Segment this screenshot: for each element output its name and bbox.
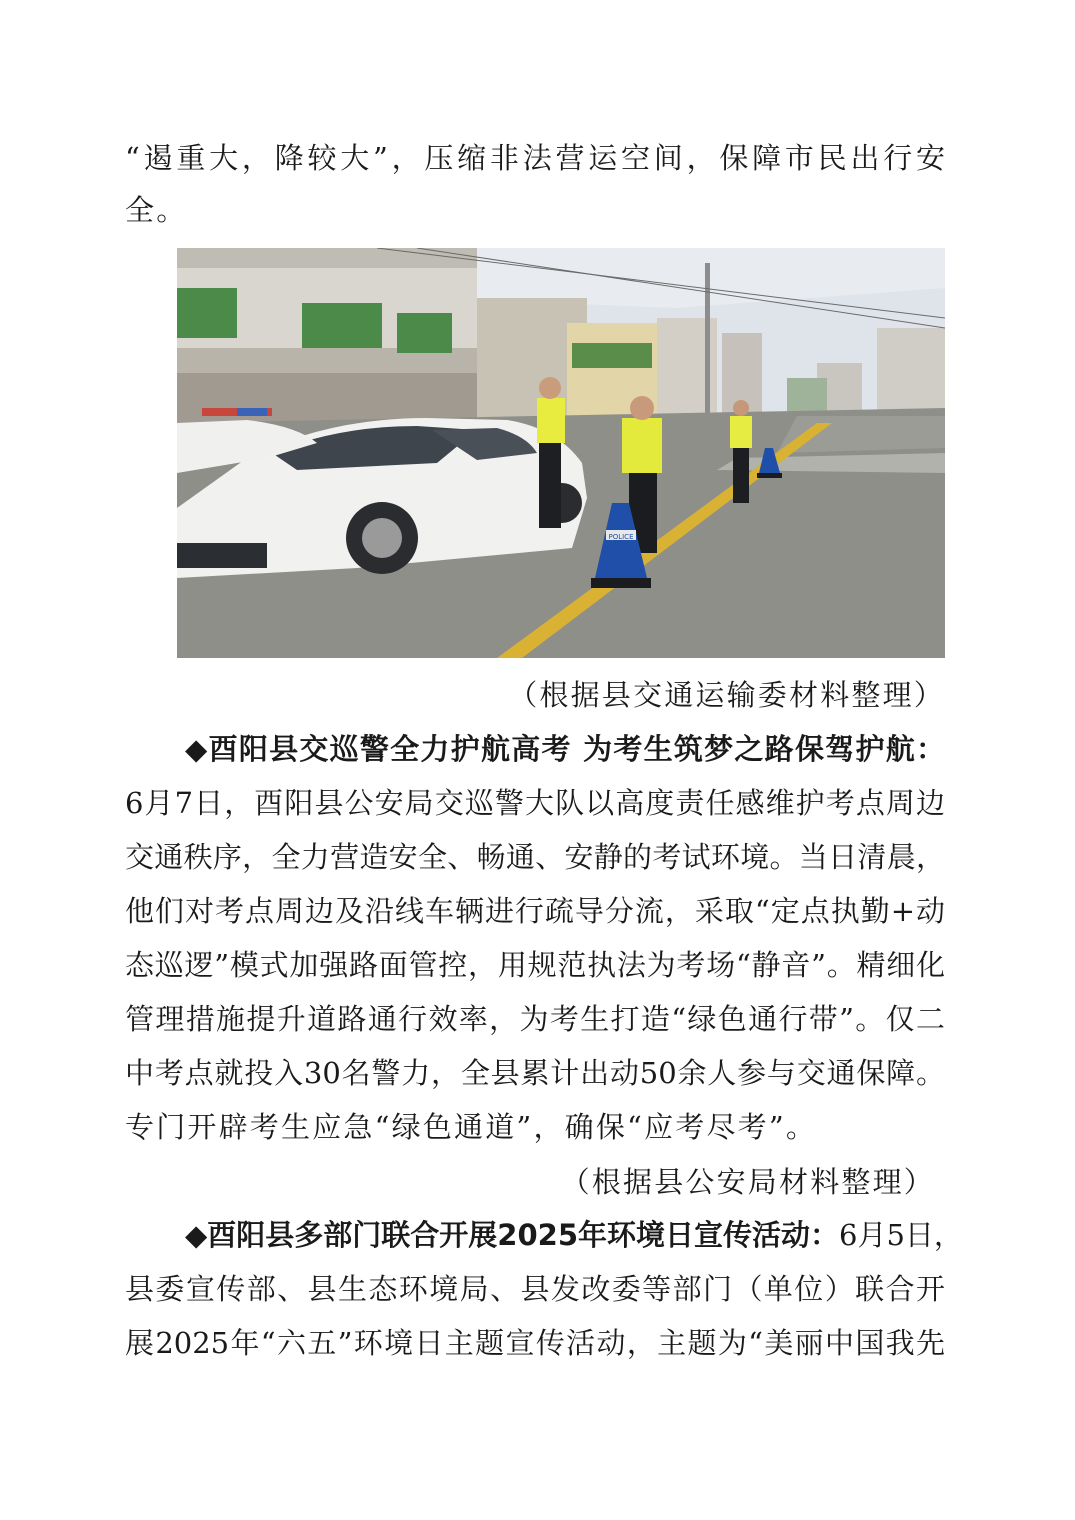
article1-heading — [125, 729, 945, 769]
article2-line-1: 县委宣传部、县生态环境局、县发改委等部门（单位）联合开 — [125, 1272, 945, 1306]
article1-line-1: 6月7日，酉阳县公安局交巡警大队以高度责任感维护考点周边 — [125, 786, 945, 820]
traffic-police-photo — [177, 248, 945, 658]
intro-line-1: “遏重大，降较大”，压缩非法营运空间，保障市民出行安 — [125, 141, 945, 175]
photo-caption: （根据县交通运输委材料整理） — [508, 678, 945, 712]
article2-heading-date: 6月5日， — [839, 1218, 963, 1252]
intro-line-2: 全。 — [125, 193, 188, 227]
article1-line-3: 他们对考点周边及沿线车辆进行疏导分流，采取“定点执勤+动 — [125, 894, 945, 928]
article1-heading-text: ◆酉阳县交巡警全力护航高考 为考生筑梦之路保驾护航： — [185, 732, 945, 766]
article1-line-5: 管理措施提升道路通行效率，为考生打造“绿色通行带”。仅二 — [125, 1002, 945, 1036]
article2-heading — [125, 1215, 963, 1255]
article2-heading-text: ◆酉阳县多部门联合开展2025年环境日宣传活动： — [185, 1218, 840, 1252]
article1-source: （根据县公安局材料整理） — [560, 1165, 935, 1199]
article1-line-6: 中考点就投入30名警力，全县累计出动50余人参与交通保障。 — [125, 1056, 945, 1090]
article1-line-7: 专门开辟考生应急“绿色通道”，确保“应考尽考”。 — [125, 1110, 818, 1144]
article1-line-4: 态巡逻”模式加强路面管控，用规范执法为考场“静音”。精细化 — [125, 948, 945, 982]
article1-line-2: 交通秩序，全力营造安全、畅通、安静的考试环境。当日清晨， — [125, 840, 945, 874]
article2-line-2: 展2025年“六五”环境日主题宣传活动，主题为“美丽中国我先 — [125, 1326, 945, 1360]
cone-sign-text: POLICE — [608, 533, 634, 541]
